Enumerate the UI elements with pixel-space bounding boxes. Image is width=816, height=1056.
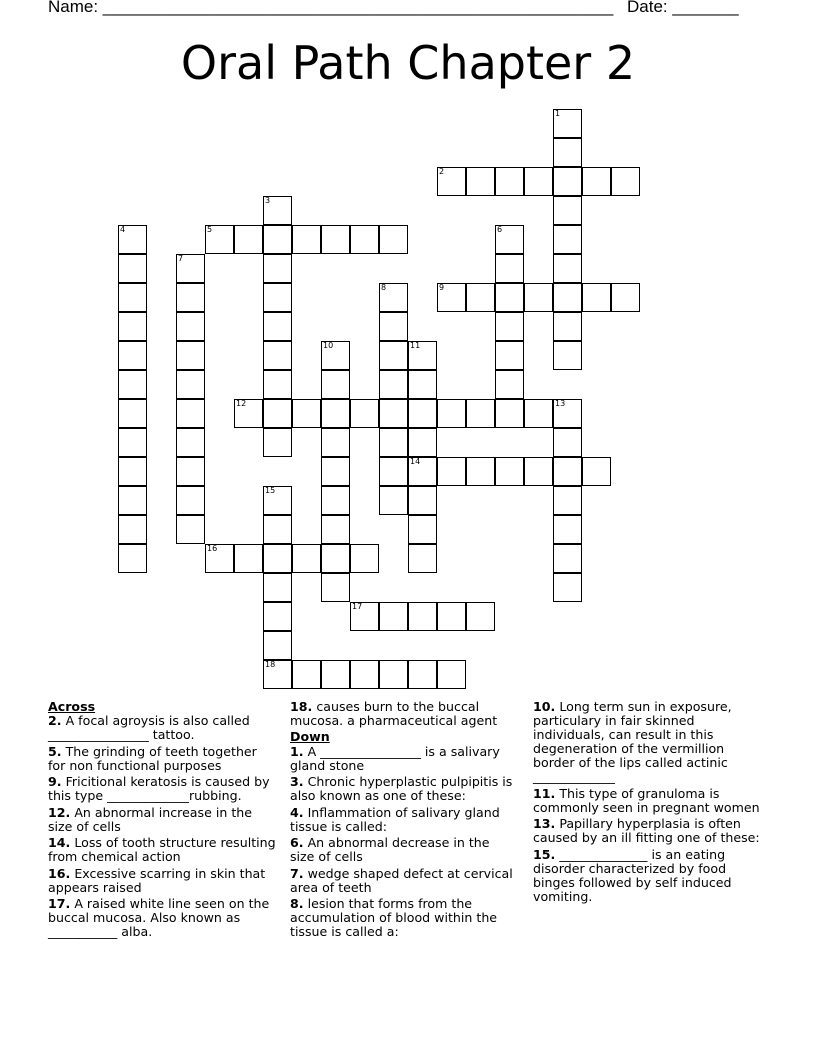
grid-cell[interactable]: [292, 660, 321, 689]
grid-cell[interactable]: [350, 602, 379, 631]
name-field[interactable]: Name: ______________________________________________________: [48, 0, 614, 16]
clue-number: 10: [323, 341, 334, 350]
grid-cell[interactable]: [379, 341, 408, 370]
grid-cell[interactable]: [292, 399, 321, 428]
grid-cell[interactable]: [118, 457, 147, 486]
clue-item: [290, 867, 515, 895]
clue-number-label: 15.: [533, 846, 556, 862]
clue-item: [290, 806, 515, 834]
grid-cell[interactable]: [321, 370, 350, 399]
clue-item: [290, 700, 515, 728]
grid-cell[interactable]: [466, 399, 495, 428]
grid-cell[interactable]: [321, 225, 350, 254]
grid-cell[interactable]: [553, 544, 582, 573]
grid-cell[interactable]: [553, 254, 582, 283]
grid-cell[interactable]: [582, 283, 611, 312]
grid-cell[interactable]: [118, 399, 147, 428]
page-title: Oral Path Chapter 2: [180, 36, 636, 90]
grid-cell[interactable]: [495, 283, 524, 312]
grid-cell[interactable]: [495, 254, 524, 283]
grid-cell[interactable]: [524, 457, 553, 486]
grid-cell[interactable]: [408, 486, 437, 515]
clue-text: Long term sun in exposure, particulary in fair skinned individuals, can result in this degeneration of the vermillion border of the lips called actinic _____________: [533, 699, 732, 785]
clue-text: wedge shaped defect at cervical area of teeth: [290, 865, 513, 895]
date-field[interactable]: Date: _______: [627, 0, 739, 16]
grid-cell[interactable]: [408, 428, 437, 457]
grid-cell[interactable]: [263, 660, 292, 689]
grid-cell[interactable]: [321, 486, 350, 515]
grid-cell[interactable]: [263, 486, 292, 515]
grid-cell[interactable]: [350, 399, 379, 428]
grid-cell[interactable]: [292, 544, 321, 573]
clue-text: A focal agroysis is also called ________________ tattoo.: [48, 713, 250, 743]
clue-number-label: 12.: [48, 804, 71, 820]
grid-cell[interactable]: [611, 167, 640, 196]
grid-cell[interactable]: [350, 225, 379, 254]
grid-cell[interactable]: [205, 544, 234, 573]
grid-cell[interactable]: [321, 428, 350, 457]
clue-text: Papillary hyperplasia is often caused by an ill fitting one of these:: [533, 816, 760, 846]
clue-number-label: 6.: [290, 835, 304, 851]
grid-cell[interactable]: [379, 312, 408, 341]
clue-item: [48, 867, 278, 895]
grid-cell[interactable]: [321, 341, 350, 370]
clue-item: [48, 806, 278, 834]
clue-number-label: 13.: [533, 816, 556, 832]
grid-cell[interactable]: [118, 370, 147, 399]
clue-text: An abnormal decrease in the size of cells: [290, 835, 490, 865]
clue-text: A raised white line seen on the buccal mucosa. Also known as ___________ alba.: [48, 896, 270, 940]
clue-text: Excessive scarring in skin that appears raised: [48, 865, 266, 895]
grid-cell[interactable]: [234, 225, 263, 254]
grid-cell[interactable]: [524, 167, 553, 196]
grid-cell[interactable]: [466, 283, 495, 312]
clue-text: causes burn to the buccal mucosa. a pharmaceutical agent: [290, 699, 498, 729]
clue-item: [290, 775, 515, 803]
clue-item: [290, 745, 515, 773]
grid-cell[interactable]: [263, 312, 292, 341]
clue-number-label: 1.: [290, 743, 304, 759]
grid-cell[interactable]: [408, 457, 437, 486]
grid-cell[interactable]: [176, 428, 205, 457]
clue-number: 13: [555, 399, 566, 408]
grid-cell[interactable]: [263, 602, 292, 631]
grid-cell[interactable]: [553, 225, 582, 254]
clue-number-label: 16.: [48, 865, 71, 881]
clue-number: 4: [120, 225, 126, 234]
grid-cell[interactable]: [553, 196, 582, 225]
clue-number: 2: [439, 167, 445, 176]
clue-number: 6: [497, 225, 503, 234]
grid-cell[interactable]: [408, 399, 437, 428]
grid-cell[interactable]: [350, 660, 379, 689]
clue-text: Inflammation of salivary gland tissue is called:: [290, 804, 500, 834]
grid-cell[interactable]: [205, 225, 234, 254]
grid-cell[interactable]: [582, 167, 611, 196]
clue-item: [48, 836, 278, 864]
grid-cell[interactable]: [263, 631, 292, 660]
grid-cell[interactable]: [263, 196, 292, 225]
clue-number-label: 7.: [290, 865, 304, 881]
grid-cell[interactable]: [379, 660, 408, 689]
grid-cell[interactable]: [176, 341, 205, 370]
grid-cell[interactable]: [437, 167, 466, 196]
grid-cell[interactable]: [553, 399, 582, 428]
clue-text: This type of granuloma is commonly seen in pregnant women: [533, 785, 760, 815]
grid-cell[interactable]: [321, 457, 350, 486]
clue-number-label: 4.: [290, 804, 304, 820]
grid-cell[interactable]: [263, 254, 292, 283]
clue-number: 18: [265, 660, 276, 669]
grid-cell[interactable]: [176, 370, 205, 399]
grid-cell[interactable]: [553, 573, 582, 602]
grid-cell[interactable]: [176, 515, 205, 544]
grid-cell[interactable]: [118, 341, 147, 370]
grid-cell[interactable]: [379, 602, 408, 631]
down-heading: Down: [290, 729, 330, 745]
grid-cell[interactable]: [263, 341, 292, 370]
grid-cell[interactable]: [118, 515, 147, 544]
across-clue-list-continued: [290, 700, 515, 728]
clue-item: [290, 836, 515, 864]
grid-cell[interactable]: [495, 225, 524, 254]
clue-item: [533, 700, 768, 785]
down-clue-list-continued: [533, 700, 768, 904]
grid-cell[interactable]: [321, 515, 350, 544]
grid-cell[interactable]: [495, 457, 524, 486]
grid-cell[interactable]: [234, 399, 263, 428]
grid-cell[interactable]: [263, 283, 292, 312]
grid-cell[interactable]: [118, 312, 147, 341]
down-clue-list: [290, 745, 515, 940]
clue-number-label: 3.: [290, 774, 304, 790]
clue-item: [533, 787, 768, 815]
grid-cell[interactable]: [176, 283, 205, 312]
clue-number: 17: [352, 602, 363, 611]
clue-text: An abnormal increase in the size of cells: [48, 804, 252, 834]
grid-cell[interactable]: [176, 457, 205, 486]
grid-cell[interactable]: [176, 486, 205, 515]
grid-cell[interactable]: [379, 399, 408, 428]
clue-number-label: 9.: [48, 774, 62, 790]
grid-cell[interactable]: [118, 225, 147, 254]
grid-cell[interactable]: [437, 457, 466, 486]
clue-item: [48, 745, 278, 773]
grid-cell[interactable]: [176, 312, 205, 341]
grid-cell[interactable]: [263, 428, 292, 457]
grid-cell[interactable]: [437, 283, 466, 312]
clue-item: [48, 897, 278, 939]
clue-text: Fricitional keratosis is caused by this type _____________rubbing.: [48, 774, 270, 804]
grid-cell[interactable]: [118, 428, 147, 457]
grid-cell[interactable]: [263, 515, 292, 544]
clue-text: lesion that forms from the accumulation of blood within the tissue is called a:: [290, 896, 498, 940]
grid-cell[interactable]: [408, 544, 437, 573]
clue-item: [533, 817, 768, 845]
grid-cell[interactable]: [553, 167, 582, 196]
grid-cell[interactable]: [524, 399, 553, 428]
grid-cell[interactable]: [495, 341, 524, 370]
grid-cell[interactable]: [263, 370, 292, 399]
clue-text: A ________________ is a salivary gland stone: [290, 743, 500, 773]
clue-number: 1: [555, 109, 561, 118]
clue-number: 9: [439, 283, 445, 292]
grid-cell[interactable]: [495, 312, 524, 341]
grid-cell[interactable]: [263, 399, 292, 428]
grid-cell[interactable]: [379, 370, 408, 399]
grid-cell[interactable]: [582, 457, 611, 486]
grid-cell[interactable]: [321, 399, 350, 428]
clue-item: [533, 848, 768, 904]
clue-number: 7: [178, 254, 184, 263]
clue-item: [48, 714, 278, 742]
clue-text: Loss of tooth structure resulting from chemical action: [48, 835, 276, 865]
grid-cell[interactable]: [321, 573, 350, 602]
clue-number: 5: [207, 225, 213, 234]
grid-cell[interactable]: [379, 283, 408, 312]
grid-cell[interactable]: [495, 167, 524, 196]
clues-column-3: [533, 700, 768, 907]
clue-text: The grinding of teeth together for non functional purposes: [48, 743, 257, 773]
clue-item: [290, 897, 515, 939]
grid-cell[interactable]: [408, 370, 437, 399]
grid-cell[interactable]: [553, 341, 582, 370]
grid-cell[interactable]: [553, 457, 582, 486]
grid-cell[interactable]: [292, 225, 321, 254]
grid-cell[interactable]: [176, 254, 205, 283]
grid-cell[interactable]: [466, 167, 495, 196]
clue-number-label: 17.: [48, 896, 71, 911]
clue-number-label: 10.: [533, 699, 556, 714]
grid-cell[interactable]: [234, 544, 263, 573]
clue-number: 3: [265, 196, 271, 205]
grid-cell[interactable]: [176, 399, 205, 428]
grid-cell[interactable]: [553, 109, 582, 138]
grid-cell[interactable]: [263, 225, 292, 254]
clue-number: 8: [381, 283, 387, 292]
grid-cell[interactable]: [321, 544, 350, 573]
clue-number: 16: [207, 544, 218, 553]
across-heading: Across: [48, 699, 96, 714]
grid-cell[interactable]: [611, 283, 640, 312]
grid-cell[interactable]: [118, 486, 147, 515]
clue-number: 12: [236, 399, 247, 408]
clue-number-label: 5.: [48, 743, 62, 759]
grid-cell[interactable]: [437, 602, 466, 631]
clue-number-label: 18.: [290, 699, 313, 714]
clue-number-label: 8.: [290, 896, 304, 911]
grid-cell[interactable]: [466, 602, 495, 631]
clue-number-label: 11.: [533, 785, 556, 801]
clue-number: 11: [410, 341, 421, 350]
clue-number: 15: [265, 486, 276, 495]
grid-cell[interactable]: [524, 283, 553, 312]
grid-cell[interactable]: [408, 660, 437, 689]
grid-cell[interactable]: [437, 399, 466, 428]
clue-number: 14: [410, 457, 421, 466]
grid-cell[interactable]: [408, 515, 437, 544]
grid-cell[interactable]: [553, 486, 582, 515]
grid-cell[interactable]: [553, 428, 582, 457]
grid-cell[interactable]: [379, 428, 408, 457]
grid-cell[interactable]: [118, 283, 147, 312]
grid-cell[interactable]: [553, 283, 582, 312]
grid-cell[interactable]: [379, 225, 408, 254]
clue-number-label: 14.: [48, 835, 71, 851]
grid-cell[interactable]: [118, 254, 147, 283]
grid-cell[interactable]: [408, 341, 437, 370]
grid-cell[interactable]: [553, 515, 582, 544]
clues-column-1: [48, 700, 278, 942]
across-clue-list: [48, 714, 278, 939]
grid-cell[interactable]: [495, 370, 524, 399]
clue-item: [48, 775, 278, 803]
clue-text: ______________ is an eating disorder characterized by food binges followed by self induced vomiting.: [533, 846, 732, 905]
clue-number-label: 2.: [48, 713, 62, 729]
clues-column-2: [290, 700, 515, 942]
grid-cell[interactable]: [321, 660, 350, 689]
grid-cell[interactable]: [495, 399, 524, 428]
grid-cell[interactable]: [437, 660, 466, 689]
grid-cell[interactable]: [263, 544, 292, 573]
grid-cell[interactable]: [408, 602, 437, 631]
grid-cell[interactable]: [379, 486, 408, 515]
grid-cell[interactable]: [466, 457, 495, 486]
grid-cell[interactable]: [379, 457, 408, 486]
grid-cell[interactable]: [350, 544, 379, 573]
grid-cell[interactable]: [263, 573, 292, 602]
grid-cell[interactable]: [553, 312, 582, 341]
grid-cell[interactable]: [553, 138, 582, 167]
clue-text: Chronic hyperplastic pulpipitis is also known as one of these:: [290, 774, 513, 804]
grid-cell[interactable]: [118, 544, 147, 573]
